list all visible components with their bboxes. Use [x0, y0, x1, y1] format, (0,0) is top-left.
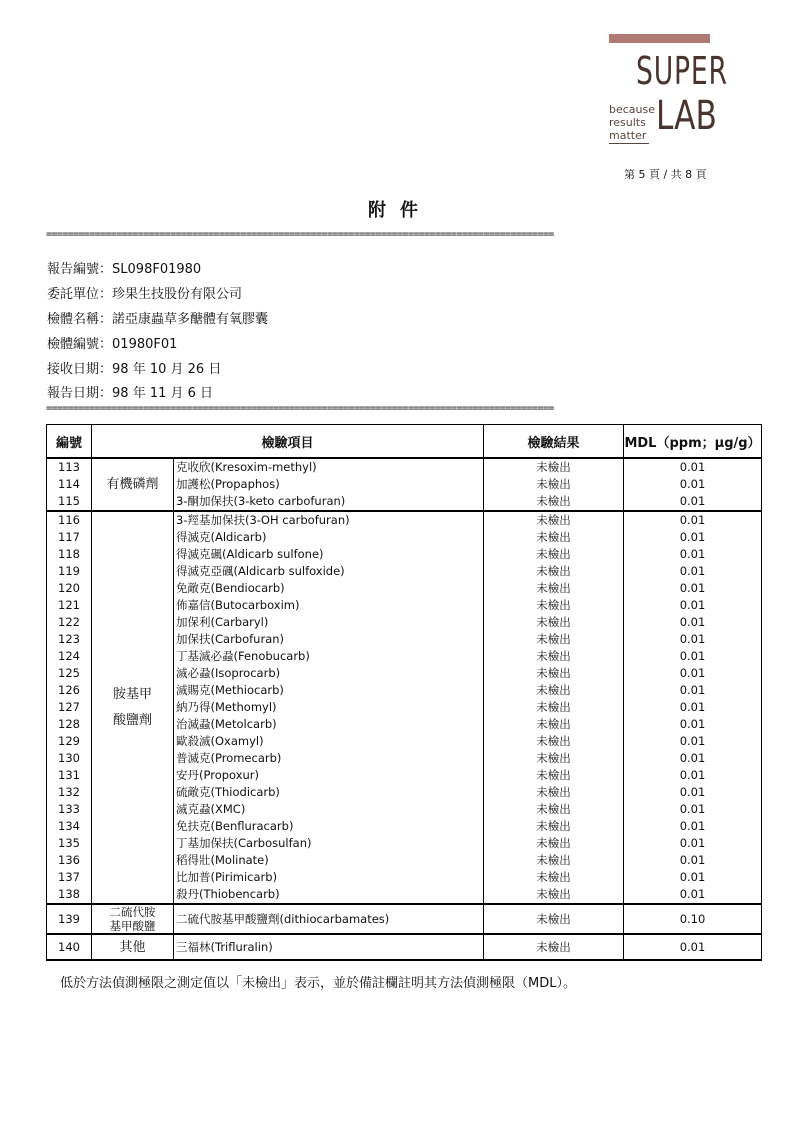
- cell-mdl: 0.01: [624, 886, 762, 904]
- info-line: [47, 283, 242, 302]
- cell-result: 未檢出: [484, 511, 624, 529]
- group-name-cell: 其他: [92, 934, 174, 960]
- cell-item: 加保利(Carbaryl): [174, 614, 484, 631]
- cell-no: 136: [47, 852, 92, 869]
- separator-line: ==============================================================================================: [46, 404, 554, 414]
- info-line: [47, 308, 268, 327]
- cell-result: 未檢出: [484, 493, 624, 511]
- cell-result: 未檢出: [484, 852, 624, 869]
- cell-no: 128: [47, 716, 92, 733]
- cell-no: 114: [47, 476, 92, 493]
- cell-no: 137: [47, 869, 92, 886]
- cell-item: 得滅克亞碸(Aldicarb sulfoxide): [174, 563, 484, 580]
- logo-tagline-line: results: [609, 116, 646, 129]
- cell-item: 安丹(Propoxur): [174, 767, 484, 784]
- cell-result: 未檢出: [484, 699, 624, 716]
- cell-mdl: 0.01: [624, 934, 762, 960]
- cell-item: 稻得壯(Molinate): [174, 852, 484, 869]
- cell-item: 三福林(Trifluralin): [174, 934, 484, 960]
- cell-item: 免扶克(Benfluracarb): [174, 818, 484, 835]
- cell-no: 121: [47, 597, 92, 614]
- cell-no: 118: [47, 546, 92, 563]
- info-colon: ：: [99, 312, 113, 327]
- cell-item: 滅必蝨(Isoprocarb): [174, 665, 484, 682]
- info-value: SL098F01980: [112, 262, 202, 277]
- cell-result: 未檢出: [484, 904, 624, 934]
- cell-mdl: 0.01: [624, 563, 762, 580]
- cell-item: 比加普(Pirimicarb): [174, 869, 484, 886]
- cell-mdl: 0.01: [624, 546, 762, 563]
- table-row: [47, 511, 762, 529]
- cell-result: 未檢出: [484, 818, 624, 835]
- cell-result: 未檢出: [484, 801, 624, 818]
- info-line: [47, 358, 221, 377]
- cell-item: 納乃得(Methomyl): [174, 699, 484, 716]
- cell-result: 未檢出: [484, 458, 624, 476]
- cell-mdl: 0.01: [624, 835, 762, 852]
- cell-mdl: 0.01: [624, 801, 762, 818]
- cell-no: 134: [47, 818, 92, 835]
- info-value: 珍果生技股份有限公司: [112, 287, 243, 302]
- cell-item: 殺丹(Thiobencarb): [174, 886, 484, 904]
- results-table: [46, 424, 762, 961]
- cell-mdl: 0.01: [624, 767, 762, 784]
- cell-no: 116: [47, 511, 92, 529]
- cell-no: 130: [47, 750, 92, 767]
- cell-result: 未檢出: [484, 784, 624, 801]
- group-name-line: 酸鹽劑: [112, 712, 152, 728]
- info-label: 委託單位: [47, 287, 100, 302]
- cell-item: 得滅克碸(Aldicarb sulfone): [174, 546, 484, 563]
- info-label: 報告日期: [47, 386, 100, 401]
- cell-result: 未檢出: [484, 648, 624, 665]
- cell-mdl: 0.01: [624, 580, 762, 597]
- cell-no: 124: [47, 648, 92, 665]
- cell-no: 127: [47, 699, 92, 716]
- logo-bar: [609, 34, 710, 43]
- logo-brand-top: SUPER: [636, 49, 728, 93]
- info-colon: ：: [99, 287, 113, 302]
- cell-result: 未檢出: [484, 563, 624, 580]
- cell-no: 115: [47, 493, 92, 511]
- info-label: 檢體名稱: [47, 312, 100, 327]
- cell-mdl: 0.01: [624, 665, 762, 682]
- cell-no: 126: [47, 682, 92, 699]
- footnote: 低於方法偵測極限之測定值以「未檢出」表示，並於備註欄註明其方法偵測極限（MDL）。: [60, 976, 576, 991]
- cell-result: 未檢出: [484, 529, 624, 546]
- cell-no: 129: [47, 733, 92, 750]
- cell-result: 未檢出: [484, 597, 624, 614]
- cell-item: 克收欣(Kresoxim-methyl): [174, 458, 484, 476]
- header-mdl: MDL（ppm；μg/g）: [624, 425, 762, 459]
- cell-no: 133: [47, 801, 92, 818]
- logo-brand-bottom: LAB: [656, 93, 717, 139]
- cell-mdl: 0.01: [624, 818, 762, 835]
- cell-result: 未檢出: [484, 546, 624, 563]
- cell-result: 未檢出: [484, 665, 624, 682]
- cell-item: 3-酮加保扶(3-keto carbofuran): [174, 493, 484, 511]
- table-header-row: [47, 425, 762, 459]
- cell-no: 113: [47, 458, 92, 476]
- table-row: [47, 934, 762, 960]
- cell-mdl: 0.01: [624, 493, 762, 511]
- group-name-line: 胺基甲: [112, 686, 152, 702]
- cell-result: 未檢出: [484, 682, 624, 699]
- info-colon: ：: [99, 386, 113, 401]
- cell-result: 未檢出: [484, 934, 624, 960]
- cell-item: 歐殺滅(Oxamyl): [174, 733, 484, 750]
- cell-no: 122: [47, 614, 92, 631]
- cell-no: 135: [47, 835, 92, 852]
- cell-item: 丁基加保扶(Carbosulfan): [174, 835, 484, 852]
- cell-mdl: 0.01: [624, 476, 762, 493]
- cell-no: 117: [47, 529, 92, 546]
- info-label: 檢體編號: [47, 337, 100, 352]
- info-line: [47, 258, 201, 277]
- cell-mdl: 0.01: [624, 699, 762, 716]
- cell-no: 139: [47, 904, 92, 934]
- cell-no: 132: [47, 784, 92, 801]
- cell-result: 未檢出: [484, 476, 624, 493]
- cell-result: 未檢出: [484, 733, 624, 750]
- info-label: 接收日期: [47, 362, 100, 377]
- cell-mdl: 0.01: [624, 852, 762, 869]
- cell-item: 3-羥基加保扶(3-OH carbofuran): [174, 511, 484, 529]
- logo-tagline-line: matter: [609, 129, 647, 142]
- info-value: 98 年 10 月 26 日: [112, 362, 222, 377]
- cell-no: 119: [47, 563, 92, 580]
- group-name-cell: 有機磷劑: [92, 458, 174, 511]
- separator-line: ==============================================================================================: [46, 230, 554, 240]
- group-name-line: 基甲酸鹽: [109, 919, 156, 933]
- cell-item: 丁基滅必蝨(Fenobucarb): [174, 648, 484, 665]
- logo-underline: [609, 143, 649, 144]
- info-colon: ：: [99, 262, 113, 277]
- cell-mdl: 0.01: [624, 750, 762, 767]
- header-item: 檢驗項目: [92, 425, 484, 459]
- cell-mdl: 0.01: [624, 458, 762, 476]
- cell-mdl: 0.01: [624, 631, 762, 648]
- cell-result: 未檢出: [484, 631, 624, 648]
- info-colon: ：: [99, 362, 113, 377]
- group-name-cell: [92, 511, 174, 904]
- cell-mdl: 0.01: [624, 648, 762, 665]
- cell-no: 131: [47, 767, 92, 784]
- logo-tagline: [609, 103, 655, 142]
- cell-item: 治滅蝨(Metolcarb): [174, 716, 484, 733]
- cell-result: 未檢出: [484, 580, 624, 597]
- cell-no: 140: [47, 934, 92, 960]
- cell-no: 123: [47, 631, 92, 648]
- info-line: [47, 382, 213, 401]
- cell-mdl: 0.01: [624, 733, 762, 750]
- cell-mdl: 0.01: [624, 784, 762, 801]
- cell-mdl: 0.01: [624, 511, 762, 529]
- cell-item: 普滅克(Promecarb): [174, 750, 484, 767]
- cell-no: 138: [47, 886, 92, 904]
- cell-result: 未檢出: [484, 835, 624, 852]
- cell-item: 滅克蝨(XMC): [174, 801, 484, 818]
- cell-mdl: 0.01: [624, 529, 762, 546]
- cell-no: 120: [47, 580, 92, 597]
- info-label: 報告編號: [47, 262, 100, 277]
- info-colon: ：: [99, 337, 113, 352]
- cell-result: 未檢出: [484, 869, 624, 886]
- cell-item: 滅賜克(Methiocarb): [174, 682, 484, 699]
- page-number: 第 5 頁 / 共 8 頁: [624, 168, 707, 181]
- cell-mdl: 0.10: [624, 904, 762, 934]
- cell-item: 得滅克(Aldicarb): [174, 529, 484, 546]
- cell-mdl: 0.01: [624, 869, 762, 886]
- group-name-line: 二硫代胺: [109, 905, 156, 919]
- cell-result: 未檢出: [484, 614, 624, 631]
- cell-mdl: 0.01: [624, 716, 762, 733]
- cell-mdl: 0.01: [624, 614, 762, 631]
- cell-result: 未檢出: [484, 886, 624, 904]
- cell-item: 硫敵克(Thiodicarb): [174, 784, 484, 801]
- document-title: 附件: [368, 200, 432, 221]
- header-result: 檢驗結果: [484, 425, 624, 459]
- header-no: 編號: [47, 425, 92, 459]
- cell-mdl: 0.01: [624, 597, 762, 614]
- cell-no: 125: [47, 665, 92, 682]
- info-value: 諾亞康蟲草多醣體有氧膠囊: [112, 312, 269, 327]
- cell-item: 加保扶(Carbofuran): [174, 631, 484, 648]
- table-row: [47, 458, 762, 476]
- info-value: 98 年 11 月 6 日: [112, 386, 214, 401]
- logo-tagline-line: because: [609, 103, 656, 116]
- cell-result: 未檢出: [484, 750, 624, 767]
- cell-item: 二硫代胺基甲酸鹽劑(dithiocarbamates): [174, 904, 484, 934]
- info-line: [47, 333, 177, 352]
- table-row: [47, 904, 762, 934]
- cell-item: 免敵克(Bendiocarb): [174, 580, 484, 597]
- info-value: 01980F01: [112, 337, 178, 352]
- cell-result: 未檢出: [484, 716, 624, 733]
- cell-item: 加護松(Propaphos): [174, 476, 484, 493]
- cell-result: 未檢出: [484, 767, 624, 784]
- group-name-cell: [92, 904, 174, 934]
- cell-item: 佈嘉信(Butocarboxim): [174, 597, 484, 614]
- cell-mdl: 0.01: [624, 682, 762, 699]
